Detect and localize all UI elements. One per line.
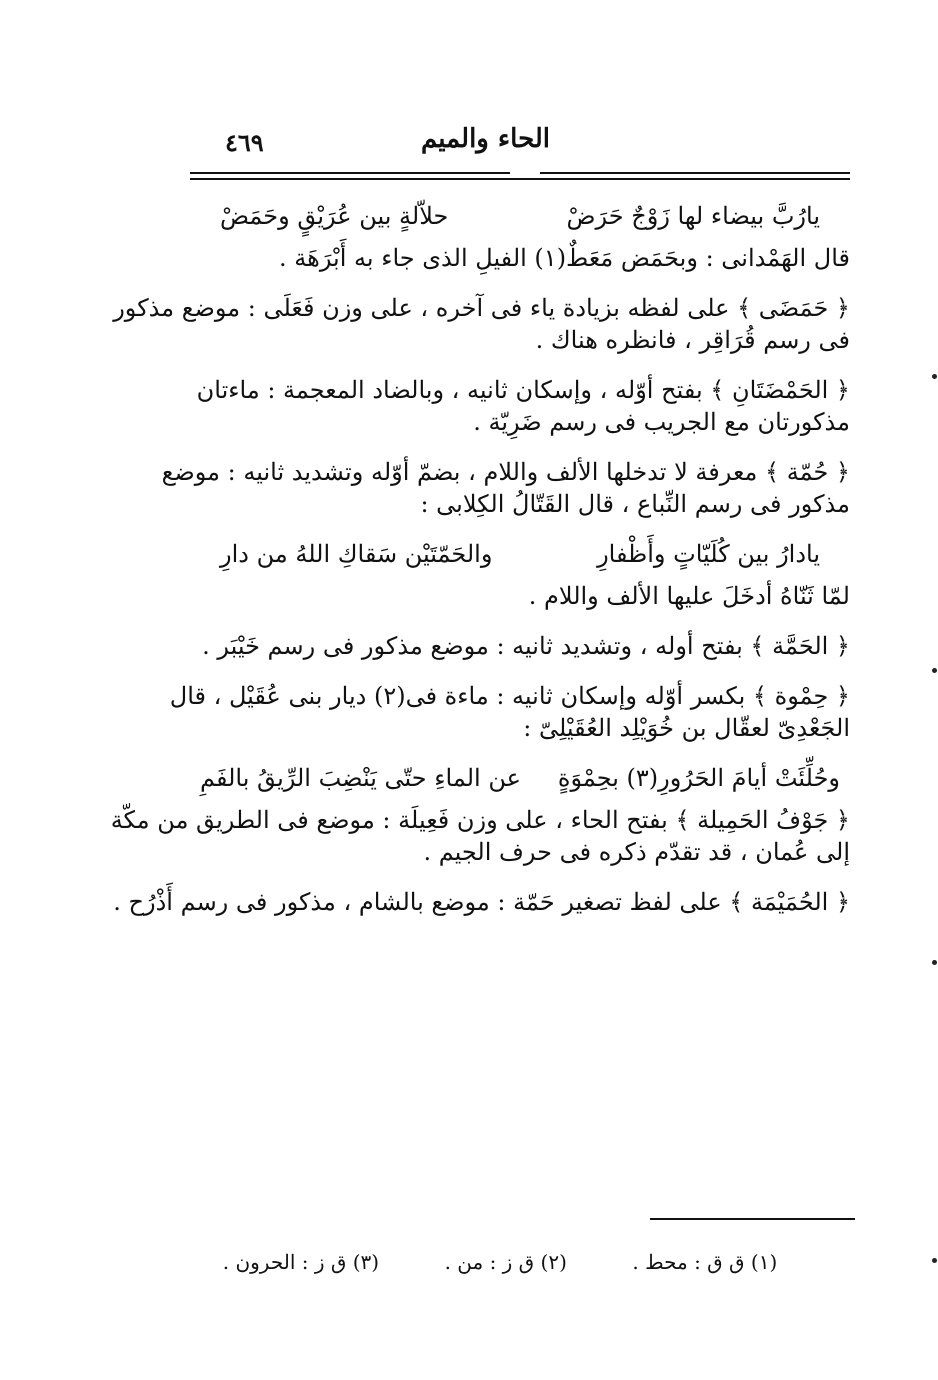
text-line: مذكور فى رسم النِّباع ، قال القَتّالُ الكِلابى :: [420, 490, 850, 518]
text-line: لمّا ثَنّاهُ أدخَلَ عليها الألف واللام .: [528, 582, 850, 610]
text-line: فى رسم قُرَاقِر ، فانظره هناك .: [535, 326, 850, 354]
entry-jawf-al-hamila: [110, 804, 850, 868]
page-number: ٤٦٩: [225, 128, 264, 157]
page-header: [190, 118, 850, 168]
top-rule: [190, 178, 850, 180]
text-line: الجَعْدِىّ لعقّال بن خُوَيْلِد العُقَيْلِىّ :: [523, 714, 850, 742]
verse-hemistich: وحُلِّئَتْ أيامَ الحَرُورِ(٣) بحِمْوَةٍ: [557, 764, 840, 792]
margin-mark: [932, 1258, 937, 1263]
header-rule: [190, 172, 510, 174]
text-line: ﴿ جَوْفُ الحَمِيلة ﴾ بفتح الحاء ، على وزن فَعِيلَة : موضع فى الطريق من مكّة: [110, 806, 850, 834]
entry-hamdatan: [190, 374, 850, 438]
paragraph: [190, 580, 850, 612]
verse-hemistich: يادارُ بين كُلَيّاتٍ وأَظْفارِ: [597, 540, 820, 568]
page-body: [110, 200, 850, 936]
verse-hemistich: حلاّلةٍ بين عُرَيْقٍ وحَمَضْ: [220, 202, 449, 230]
text-line: ﴿ حَمَضَى ﴾ على لفظه بزيادة ياء فى آخره ، على وزن فَعَلَى : موضع مذكور: [113, 294, 850, 322]
text-line: ﴿ حُمّة ﴾ معرفة لا تدخلها الألف واللام ، بضمّ أوّله وتشديد ثانيه : موضع: [161, 458, 850, 486]
verse-hemistich: يارُبَّ بيضاء لها زَوْجٌ حَرَضْ: [566, 202, 820, 230]
paragraph: [190, 242, 850, 274]
margin-mark: [932, 374, 937, 379]
text-line: إلى عُمان ، قد تقدّم ذكره فى حرف الجيم .: [423, 838, 850, 866]
entry-alhamma: [190, 630, 850, 662]
footnotes: [190, 1250, 810, 1274]
text-line: ﴿ الحَمْضَتَانِ ﴾ بفتح أوّله ، وإسكان ثانيه ، وبالضاد المعجمة : ماءتان: [196, 376, 850, 404]
verse: [190, 200, 850, 232]
running-title: الحاء والميم: [420, 124, 550, 154]
verse-hemistich: والحَمّتَيْن سَقاكِ اللهُ من دارِ: [220, 540, 493, 568]
header-rule-right: [540, 172, 850, 174]
entry-hamada: [113, 292, 850, 356]
text-line: قال الهَمْدانى : وبحَمَض مَعَطٌ(١) الفيلِ الذى جاء به أَبْرَهَة .: [279, 244, 850, 272]
text-line: مذكورتان مع الجريب فى رسم ضَرِيّة .: [473, 408, 850, 436]
footnote: (١) ق ق : محط .: [632, 1250, 778, 1274]
text-line: ﴿ الحُمَيْمَة ﴾ على لفظ تصغير حَمّة : موضع بالشام ، مذكور فى رسم أَذْرُح .: [113, 888, 850, 916]
footnote: (٢) ق ز : من .: [444, 1250, 567, 1274]
entry-humayma: [113, 886, 850, 918]
text-line: ﴿ حِمْوة ﴾ بكسر أوّله وإسكان ثانيه : ماءة فى(٢) ديار بنى عُقَيْل ، قال: [169, 682, 850, 710]
verse-hemistich: عن الماءِ حتّى يَنْضِبَ الرِّيقُ بالفَمِ: [200, 764, 521, 792]
verse: [190, 762, 850, 794]
text-line: ﴿ الحَمَّة ﴾ بفتح أوله ، وتشديد ثانيه : موضع مذكور فى رسم خَيْبَر .: [202, 632, 850, 660]
footnote-rule: [650, 1218, 855, 1220]
entry-humma: [161, 456, 850, 520]
entry-hamwa: [169, 680, 850, 744]
margin-mark: [932, 668, 937, 673]
footnote: (٣) ق ز : الحرون .: [222, 1250, 380, 1274]
verse: [190, 538, 850, 570]
margin-mark: [932, 960, 937, 965]
